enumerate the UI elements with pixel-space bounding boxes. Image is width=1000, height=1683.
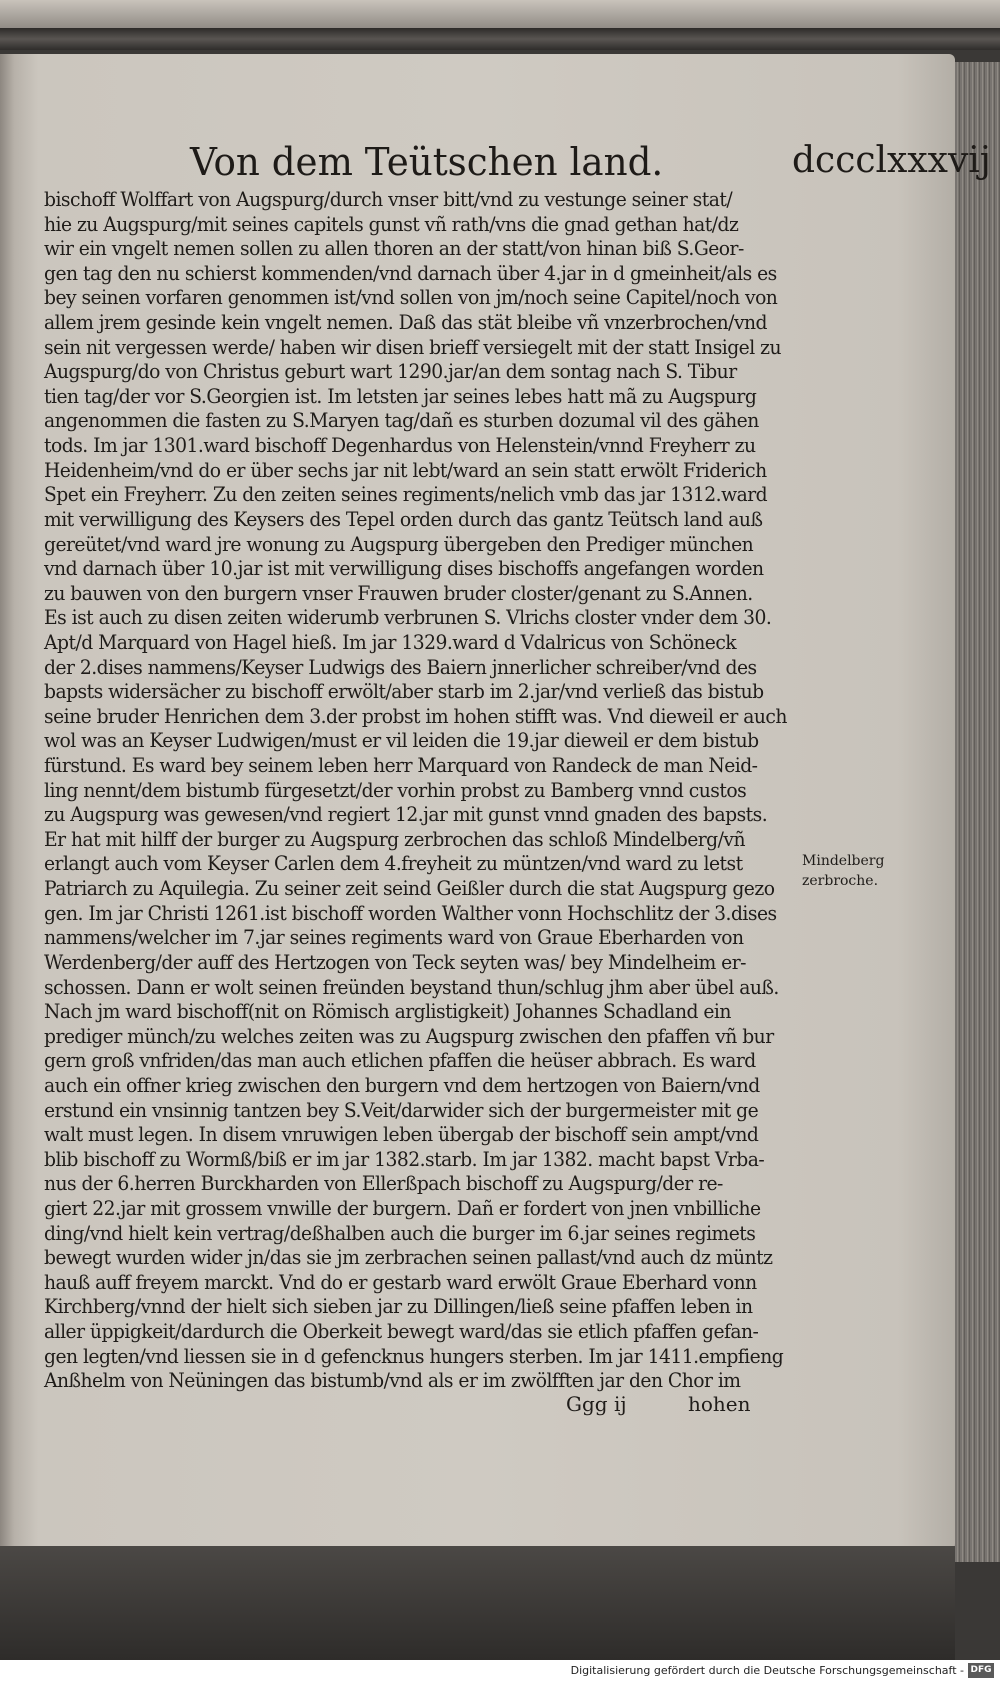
text-line: hauß auff freyem marckt. Vnd do er gestarb ward erwölt Graue Eberhard vonn	[44, 1270, 757, 1294]
running-header	[180, 140, 991, 190]
dfg-logo: DFG	[968, 1663, 994, 1678]
text-line: bapsts widersächer zu bischoff erwölt/aber starb im 2.jar/vnd verließ das bistub	[44, 680, 764, 704]
text-line: Heidenheim/vnd do er über sechs jar nit lebt/ward an sein statt erwölt Friderich	[44, 458, 767, 482]
text-line: nus der 6.herren Burckharden von Ellerßpach bischoff zu Augspurg/der re-	[44, 1172, 723, 1196]
text-line: Kirchberg/vnnd der hielt sich sieben jar zu Dillingen/ließ seine pfaffen leben in	[44, 1295, 753, 1319]
text-line: gen. Im jar Christi 1261.ist bischoff worden Walther vonn Hochschlitz der 3.dises	[44, 901, 777, 925]
text-line: gen tag den nu schierst kommenden/vnd darnach über 4.jar in d gmeinheit/als es	[44, 261, 777, 285]
text-line: zu bauwen von den burgern vnser Frauwen bruder closter/genant zu S.Annen.	[44, 581, 753, 605]
text-line: Es ist auch zu disen zeiten widerumb verbrunen S. Vlrichs closter vnder dem 30.	[44, 606, 772, 630]
text-line: bischoff Wolffart von Augspurg/durch vnser bitt/vnd zu vestunge seiner stat/	[44, 188, 733, 211]
previous-page-edge	[0, 0, 1000, 30]
text-line: tods. Im jar 1301.ward bischoff Degenhardus von Helenstein/vnnd Freyherr zu	[44, 434, 756, 458]
text-line: Nach jm ward bischoff(nit on Römisch arglistigkeit) Johannes Schadland ein	[44, 1000, 731, 1024]
text-line: Anßhelm von Neüningen das bistumb/vnd als er im zwölfften jar den Chor im	[44, 1369, 741, 1393]
text-line: Apt/d Marquard von Hagel hieß. Im jar 1329.ward d Vdalricus von Schöneck	[44, 630, 737, 654]
book-cover-edge	[0, 28, 1000, 50]
text-line: Augspurg/do von Christus geburt wart 1290.jar/an dem sontag nach S. Tibur	[44, 360, 737, 384]
text-line: allem jrem gesinde kein vngelt nemen. Daß das stät bleibe vñ vnzerbrochen/vnd	[44, 311, 768, 335]
text-line: gen legten/vnd liessen sie in d gefencknus hungers sterben. Im jar 1411.empfieng	[44, 1344, 784, 1368]
main-text-block	[44, 188, 814, 1394]
text-line: walt must legen. In disem vnruwigen leben übergab der bischoff sein ampt/vnd	[44, 1123, 759, 1147]
text-line: auch ein offner krieg zwischen den burgern vnd dem hertzogen von Baiern/vnd	[44, 1073, 760, 1097]
text-line: Er hat mit hilff der burger zu Augspurg zerbrochen das schloß Mindelberg/vñ	[44, 827, 745, 851]
text-line: Patriarch zu Aquilegia. Zu seiner zeit seind Geißler durch die stat Augspurg gezo	[44, 877, 775, 901]
text-line: mit verwilligung des Keysers des Tepel orden durch das gantz Teütsch land auß	[44, 507, 763, 531]
signature-mark: Ggg ij	[566, 1392, 627, 1416]
text-line: wir ein vngelt nemen sollen zu allen thoren an der statt/von hinan biß S.Geor-	[44, 237, 744, 261]
text-line: bey seinen vorfaren genommen ist/vnd sollen von jm/noch seine Capitel/noch von	[44, 286, 778, 310]
text-line: erstund ein vnsinnig tantzen bey S.Veit/darwider sich der burgermeister mit ge	[44, 1098, 759, 1122]
text-line: Werdenberg/der auff des Hertzogen von Teck seyten was/ bey Mindelheim er-	[44, 950, 746, 974]
text-line: sein nit vergessen werde/ haben wir disen brieff versiegelt mit der statt Insigel zu	[44, 335, 781, 359]
text-line: hie zu Augspurg/mit seines capitels gunst vñ rath/vns die gnad gethan hat/dz	[44, 212, 739, 236]
funding-credit: Digitalisierung gefördert durch die Deutsche Forschungsgemeinschaft -	[570, 1664, 964, 1677]
marginal-note-line-2: zerbroche.	[802, 873, 879, 889]
running-title: Von dem Teütschen land.	[190, 140, 664, 184]
text-line: wol was an Keyser Ludwigen/must er vil leiden die 19.jar dieweil er dem bistub	[44, 729, 759, 753]
text-line: prediger münch/zu welches zeiten was zu Augspurg zwischen den pfaffen vñ bur	[44, 1024, 774, 1048]
text-line: giert 22.jar mit grossem vnwille der burgern. Dañ er fordert von jnen vnbilliche	[44, 1196, 761, 1220]
text-line: blib bischoff zu Wormß/biß er im jar 1382.starb. Im jar 1382. macht bapst Vrba-	[44, 1147, 765, 1171]
text-line: tien tag/der vor S.Georgien ist. Im letsten jar seines lebes hatt mã zu Augspurg	[44, 384, 757, 408]
text-line: nammens/welcher im 7.jar seines regiments ward von Graue Eberharden von	[44, 926, 744, 950]
text-line: fürstund. Es ward bey seinem leben herr Marquard von Randeck de man Neid-	[44, 754, 758, 778]
text-line: vnd darnach über 10.jar ist mit verwilligung dises bischoffs angefangen worden	[44, 557, 764, 581]
text-line: seine bruder Henrichen dem 3.der probst im hohen stifft was. Vnd dieweil er auch	[44, 704, 787, 728]
text-line: Spet ein Freyherr. Zu den zeiten seines regiments/nelich vmb das jar 1312.ward	[44, 483, 768, 507]
catchword: hohen	[688, 1392, 751, 1416]
text-line: der 2.dises nammens/Keyser Ludwigs des Baiern jnnerlicher schreiber/vnd des	[44, 655, 757, 679]
text-line: gern groß vnfriden/das man auch etlichen pfaffen die heüser abbrach. Es ward	[44, 1049, 756, 1073]
text-line: zu Augspurg was gewesen/vnd regiert 12.jar mit gunst vnnd gnaden des bapsts.	[44, 803, 768, 827]
marginal-note-line-1: Mindelberg	[802, 853, 885, 869]
text-line: bewegt wurden wider jn/das sie jm zerbrachen seinen pallast/vnd auch dz müntz	[44, 1246, 773, 1270]
text-line: schossen. Dann er wolt seinen freünden beystand thun/schlug jhm aber übel auß.	[44, 975, 779, 999]
text-line: aller üppigkeit/dardurch die Oberkeit bewegt ward/das sie etlich pfaffen gefan-	[44, 1320, 759, 1344]
text-line: ling nennt/dem bistumb fürgesetzt/der vorhin probst zu Bamberg vnnd custos	[44, 778, 747, 802]
text-line: ding/vnd hielt kein vertrag/deßhalben auch die burger im 6.jar seines regimets	[44, 1221, 756, 1245]
text-line: erlangt auch vom Keyser Carlen dem 4.freyheit zu müntzen/vnd ward zu letst	[44, 852, 743, 876]
folio-number: dccclxxxvij	[792, 140, 991, 181]
page-bottom-shadow	[0, 1546, 955, 1660]
text-line: angenommen die fasten zu S.Maryen tag/dañ es sturben dozumal vil des gähen	[44, 409, 759, 433]
text-line: gereütet/vnd ward jre wonung zu Augspurg übergeben den Prediger münchen	[44, 532, 754, 556]
